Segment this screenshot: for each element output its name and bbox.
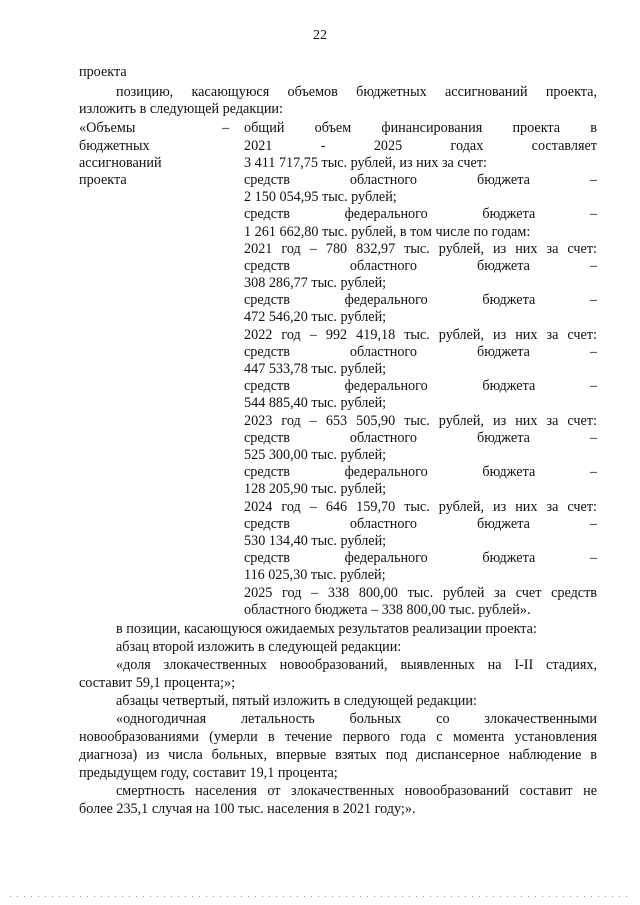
scan-dot bbox=[570, 896, 571, 897]
table-right-line: 2021 год – 780 832,97 тыс. рублей, из них за счет: bbox=[244, 241, 597, 257]
scan-dot bbox=[108, 896, 109, 897]
table-right-line: 1 261 662,80 тыс. рублей, в том числе по годам: bbox=[244, 224, 531, 240]
scan-dot bbox=[465, 896, 466, 897]
scan-dot bbox=[143, 896, 144, 897]
scan-dot bbox=[157, 896, 158, 897]
table-right-line: 128 205,90 тыс. рублей; bbox=[244, 481, 387, 497]
scan-dot bbox=[402, 896, 403, 897]
scan-dot bbox=[269, 896, 270, 897]
scan-dot bbox=[164, 896, 165, 897]
scan-dot bbox=[94, 896, 95, 897]
scan-dot bbox=[381, 896, 382, 897]
scan-dot bbox=[318, 896, 319, 897]
scan-dot bbox=[185, 896, 186, 897]
table-right-line: средств областного бюджета – bbox=[244, 430, 597, 446]
scan-dot bbox=[241, 896, 242, 897]
scan-dot bbox=[360, 896, 361, 897]
scan-dot bbox=[514, 896, 515, 897]
scan-dot bbox=[339, 896, 340, 897]
scan-dot bbox=[437, 896, 438, 897]
table-right-line: 2024 год – 646 159,70 тыс. рублей, из них за счет: bbox=[244, 499, 597, 515]
scan-dot bbox=[80, 896, 81, 897]
scan-dot bbox=[227, 896, 228, 897]
scan-dot bbox=[136, 896, 137, 897]
table-right-line: 2022 год – 992 419,18 тыс. рублей, из них за счет: bbox=[244, 327, 597, 343]
scan-dot bbox=[493, 896, 494, 897]
table-right-line: 525 300,00 тыс. рублей; bbox=[244, 447, 387, 463]
scan-dot bbox=[10, 896, 11, 897]
scan-dot bbox=[31, 896, 32, 897]
scan-dot bbox=[535, 896, 536, 897]
scan-dot bbox=[563, 896, 564, 897]
scan-dot bbox=[234, 896, 235, 897]
scan-dot bbox=[409, 896, 410, 897]
scan-dot bbox=[332, 896, 333, 897]
text-line: смертность населения от злокачественных новообразований составит не bbox=[116, 783, 597, 799]
text-line: новообразованиями (умерли в течение первого года с момента установления bbox=[79, 729, 597, 745]
table-right-line: средств областного бюджета – bbox=[244, 344, 597, 360]
table-right-line: 530 134,40 тыс. рублей; bbox=[244, 533, 387, 549]
scan-dot bbox=[423, 896, 424, 897]
scan-dot bbox=[458, 896, 459, 897]
scan-dot bbox=[612, 896, 613, 897]
scan-dot bbox=[24, 896, 25, 897]
scan-dot bbox=[430, 896, 431, 897]
scan-dot bbox=[59, 896, 60, 897]
table-right-line: 308 286,77 тыс. рублей; bbox=[244, 275, 387, 291]
scan-dot bbox=[115, 896, 116, 897]
scan-dot bbox=[374, 896, 375, 897]
scan-dot bbox=[591, 896, 592, 897]
scan-dot bbox=[556, 896, 557, 897]
table-left-label: «Объемы bbox=[79, 120, 136, 136]
scan-dot bbox=[129, 896, 130, 897]
table-left-label: ассигнований bbox=[79, 155, 162, 171]
scan-dot bbox=[248, 896, 249, 897]
table-left-label: бюджетных bbox=[79, 138, 150, 154]
table-right-line: средств федерального бюджета – bbox=[244, 464, 597, 480]
scan-dot bbox=[444, 896, 445, 897]
scan-dot bbox=[507, 896, 508, 897]
scan-dot bbox=[276, 896, 277, 897]
table-right-line: 2023 год – 653 505,90 тыс. рублей, из них за счет: bbox=[244, 413, 597, 429]
scan-dot bbox=[150, 896, 151, 897]
text-line: абзацы четвертый, пятый изложить в следующей редакции: bbox=[116, 693, 477, 709]
scan-dot bbox=[619, 896, 620, 897]
scan-dot bbox=[549, 896, 550, 897]
scan-dot bbox=[171, 896, 172, 897]
table-right-line: средств федерального бюджета – bbox=[244, 550, 597, 566]
scan-dot bbox=[500, 896, 501, 897]
scan-dot bbox=[528, 896, 529, 897]
table-right-line: средств федерального бюджета – bbox=[244, 206, 597, 222]
text-line: «доля злокачественных новообразований, выявленных на I-II стадиях, bbox=[116, 657, 597, 673]
scan-dot bbox=[87, 896, 88, 897]
table-right-line: средств федерального бюджета – bbox=[244, 292, 597, 308]
scan-dot bbox=[346, 896, 347, 897]
table-right-line: 2 150 054,95 тыс. рублей; bbox=[244, 189, 397, 205]
text-line: диагноза) из числа больных, впервые взятых под диспансерное наблюдение в bbox=[79, 747, 597, 763]
scan-dot bbox=[192, 896, 193, 897]
scan-dot bbox=[297, 896, 298, 897]
scan-dot bbox=[122, 896, 123, 897]
scan-dot bbox=[199, 896, 200, 897]
table-right-line: средств федерального бюджета – bbox=[244, 378, 597, 394]
table-right-line: 3 411 717,75 тыс. рублей, из них за счет: bbox=[244, 155, 487, 171]
scan-dot bbox=[178, 896, 179, 897]
text-line: составит 59,1 процента;»; bbox=[79, 675, 236, 691]
table-right-line: 544 885,40 тыс. рублей; bbox=[244, 395, 387, 411]
text-line: «одногодичная летальность больных со злокачественными bbox=[116, 711, 597, 727]
scan-dot bbox=[395, 896, 396, 897]
scan-dot bbox=[367, 896, 368, 897]
scan-dot bbox=[52, 896, 53, 897]
scan-dot bbox=[255, 896, 256, 897]
scan-dot bbox=[213, 896, 214, 897]
table-right-line: 2025 год – 338 800,00 тыс. рублей за счет средств bbox=[244, 585, 597, 601]
text-line: проекта bbox=[79, 64, 127, 80]
scan-dot bbox=[101, 896, 102, 897]
scan-dot bbox=[325, 896, 326, 897]
scan-dot bbox=[206, 896, 207, 897]
scan-dot bbox=[416, 896, 417, 897]
scan-dot bbox=[521, 896, 522, 897]
scan-dot bbox=[388, 896, 389, 897]
scan-dot bbox=[626, 896, 627, 897]
scan-dot bbox=[598, 896, 599, 897]
scan-dot bbox=[66, 896, 67, 897]
scan-dot bbox=[486, 896, 487, 897]
text-line: в позиции, касающуюся ожидаемых результатов реализации проекта: bbox=[116, 621, 537, 637]
scan-dot bbox=[38, 896, 39, 897]
scan-dot bbox=[542, 896, 543, 897]
table-right-line: средств областного бюджета – bbox=[244, 516, 597, 532]
text-line: абзац второй изложить в следующей редакции: bbox=[116, 639, 402, 655]
scan-dot bbox=[311, 896, 312, 897]
scan-dot bbox=[479, 896, 480, 897]
table-right-line: 2021 - 2025 годах составляет bbox=[244, 138, 597, 154]
table-right-line: 472 546,20 тыс. рублей; bbox=[244, 309, 387, 325]
scan-dot bbox=[472, 896, 473, 897]
scan-dot bbox=[73, 896, 74, 897]
table-right-line: средств областного бюджета – bbox=[244, 172, 597, 188]
page-number: 22 bbox=[313, 28, 327, 43]
scan-noise-line bbox=[0, 896, 640, 897]
scan-dot bbox=[283, 896, 284, 897]
scan-dot bbox=[584, 896, 585, 897]
scan-dot bbox=[17, 896, 18, 897]
scan-dot bbox=[605, 896, 606, 897]
table-right-line: 447 533,78 тыс. рублей; bbox=[244, 361, 387, 377]
scan-dot bbox=[262, 896, 263, 897]
table-right-line: областного бюджета – 338 800,00 тыс. рублей». bbox=[244, 602, 531, 618]
text-line: позицию, касающуюся объемов бюджетных ассигнований проекта, bbox=[116, 84, 597, 100]
scan-dot bbox=[290, 896, 291, 897]
text-line: более 235,1 случая на 100 тыс. населения в 2021 году;». bbox=[79, 801, 416, 817]
scan-dot bbox=[451, 896, 452, 897]
scan-dot bbox=[304, 896, 305, 897]
scan-dot bbox=[353, 896, 354, 897]
table-right-line: средств областного бюджета – bbox=[244, 258, 597, 274]
table-right-line: общий объем финансирования проекта в bbox=[244, 120, 597, 136]
text-line: предыдущем году, составит 19,1 процента; bbox=[79, 765, 338, 781]
table-right-line: 116 025,30 тыс. рублей; bbox=[244, 567, 386, 583]
scan-dot bbox=[220, 896, 221, 897]
text-line: изложить в следующей редакции: bbox=[79, 101, 283, 117]
table-left-label: проекта bbox=[79, 172, 127, 188]
scan-dot bbox=[45, 896, 46, 897]
table-dash: – bbox=[222, 120, 230, 136]
scan-dot bbox=[577, 896, 578, 897]
